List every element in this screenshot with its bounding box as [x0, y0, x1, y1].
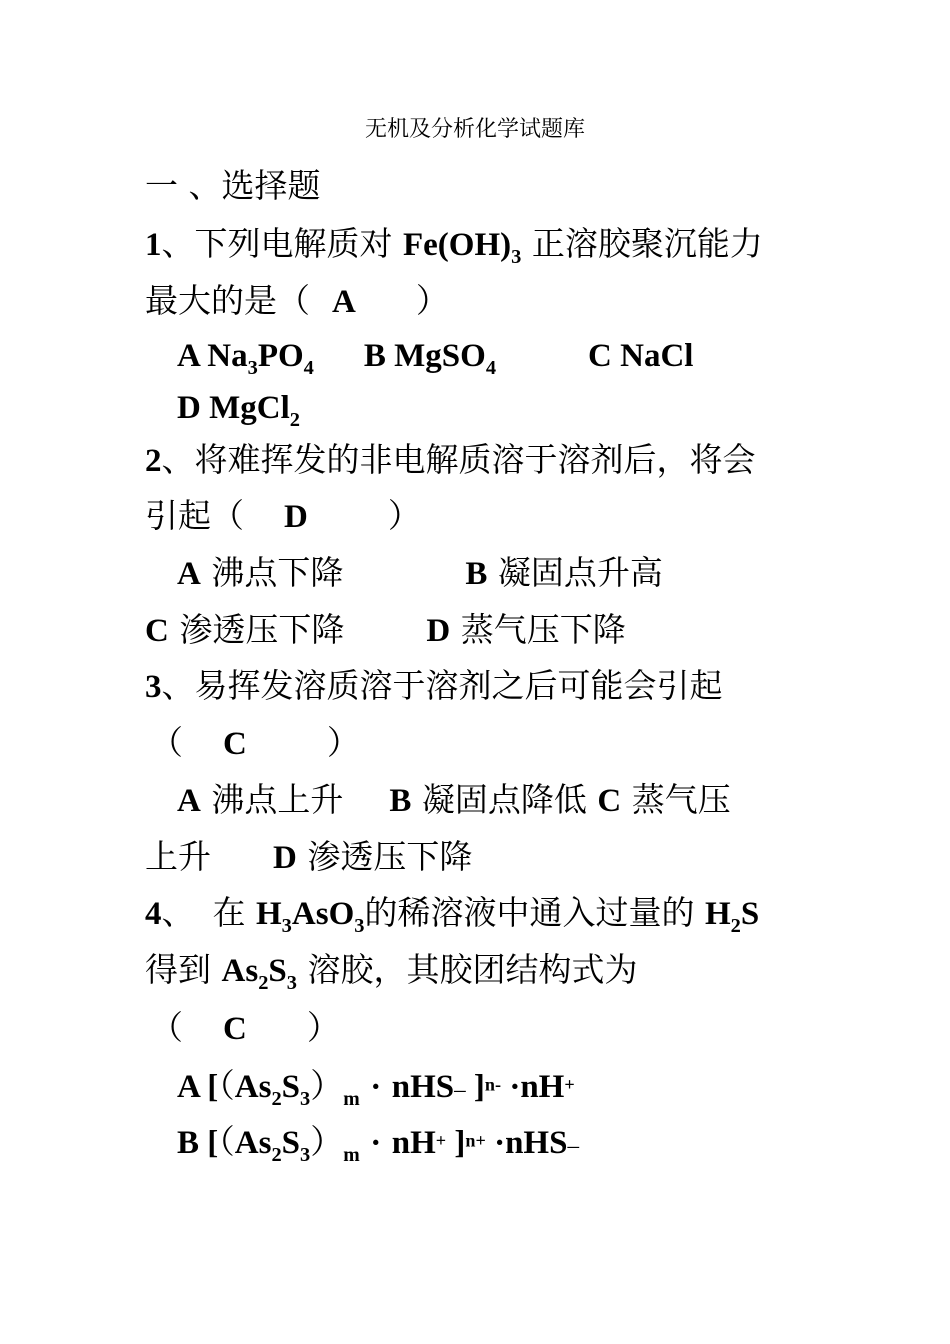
- question-1-line-2: 最大的是（ A ）: [145, 281, 449, 320]
- question-3-options-2: [145, 837, 472, 878]
- option-c-letter: C: [597, 783, 622, 819]
- answer: C: [223, 1011, 247, 1047]
- document-title: 无机及分析化学试题库: [364, 117, 585, 142]
- option-c-text: 蒸气压: [631, 780, 731, 819]
- option-d: D MgCl$_2$: [177, 390, 300, 432]
- question-stem: 的稀溶液中通入过量的: [364, 893, 695, 932]
- option-b-text: 凝固点升高: [497, 553, 663, 592]
- option-b: B MgSO$_4$: [363, 338, 497, 380]
- answer: A: [332, 284, 356, 320]
- question-4-line-3: （ C ）: [150, 1008, 340, 1047]
- option-d-letter: D: [426, 613, 451, 649]
- question-2-options-2: [145, 610, 626, 651]
- option-b-letter: B: [389, 783, 412, 819]
- question-2-line-2: 引起（ D ）: [145, 496, 421, 535]
- question-stem: 得到: [145, 950, 211, 989]
- question-1-options-2: [177, 387, 300, 432]
- question-3-line-2: （ C ）: [150, 723, 360, 762]
- option-a-text: 沸点上升: [211, 780, 344, 819]
- question-1-line-1: [145, 224, 763, 269]
- question-4-line-1: 4、 在 $H_3AsO_3$的稀溶液中通入过量的 $H_2S$: [145, 893, 760, 938]
- option-a-letter: A: [177, 783, 201, 819]
- question-4-line-2: [145, 950, 638, 995]
- option-d-letter: D: [273, 840, 297, 876]
- question-stem: 易挥发溶质溶于溶剂之后可能会引起: [194, 666, 723, 705]
- option-c: C NaCl: [588, 338, 694, 374]
- separator: 、: [161, 224, 195, 263]
- question-3-line-1: 3、易挥发溶质溶于溶剂之后可能会引起: [145, 666, 723, 705]
- question-number: 4: [145, 896, 162, 932]
- option-b-letter: B: [177, 1125, 200, 1161]
- option-a-text: 沸点下降: [211, 553, 344, 592]
- option-b-letter: B: [465, 556, 488, 592]
- option-c-letter: C: [145, 613, 169, 649]
- question-4-option-a: A [$(As_2S_3)_m \cdot nHS-$ ]$^{n-}$ ·nH+: [177, 1066, 575, 1111]
- option-b-text: 凝固点降低: [421, 780, 587, 819]
- formula: $H_3AsO_3$: [256, 896, 365, 938]
- question-2-line-1: 2、将难挥发的非电解质溶于溶剂后，将会: [145, 440, 756, 479]
- answer: D: [284, 499, 308, 535]
- option-d-text: 蒸气压下降: [460, 610, 626, 649]
- option-a-letter: A: [177, 1069, 200, 1105]
- formula: $H_2S$: [704, 896, 760, 938]
- question-stem: 正溶胶聚沉能力: [531, 224, 763, 263]
- question-1-options: [177, 335, 694, 380]
- question-2-options: [177, 553, 663, 594]
- formula: $Fe(OH)_3$: [403, 227, 522, 269]
- option-a: A $Na_3PO_4$: [177, 338, 314, 380]
- section-heading: 一 、选择题: [145, 166, 321, 205]
- option-c-text-cont: 上升: [145, 837, 211, 876]
- formula: $As_2S_3$: [221, 953, 297, 995]
- answer: C: [223, 726, 247, 762]
- question-4-option-b: B [$(As_2S_3)_m \cdot nH^+$ ]$^{n+}$ ·nHS–: [177, 1122, 579, 1167]
- question-stem: 最大的是（: [145, 281, 310, 320]
- question-stem: 溶胶，其胶团结构式为: [307, 950, 638, 989]
- question-number: 1: [145, 227, 162, 263]
- question-stem: 将难挥发的非电解质溶于溶剂后，将会: [194, 440, 756, 479]
- question-number: 3: [145, 669, 162, 705]
- option-c-text: 渗透压下降: [179, 610, 345, 649]
- question-stem: 在: [212, 893, 246, 932]
- option-d-text: 渗透压下降: [307, 837, 473, 876]
- question-number: 2: [145, 443, 162, 479]
- option-a-letter: A: [177, 556, 201, 592]
- question-stem: 下列电解质对: [194, 224, 393, 263]
- question-stem: 引起（: [145, 496, 244, 535]
- question-3-options: [177, 780, 731, 821]
